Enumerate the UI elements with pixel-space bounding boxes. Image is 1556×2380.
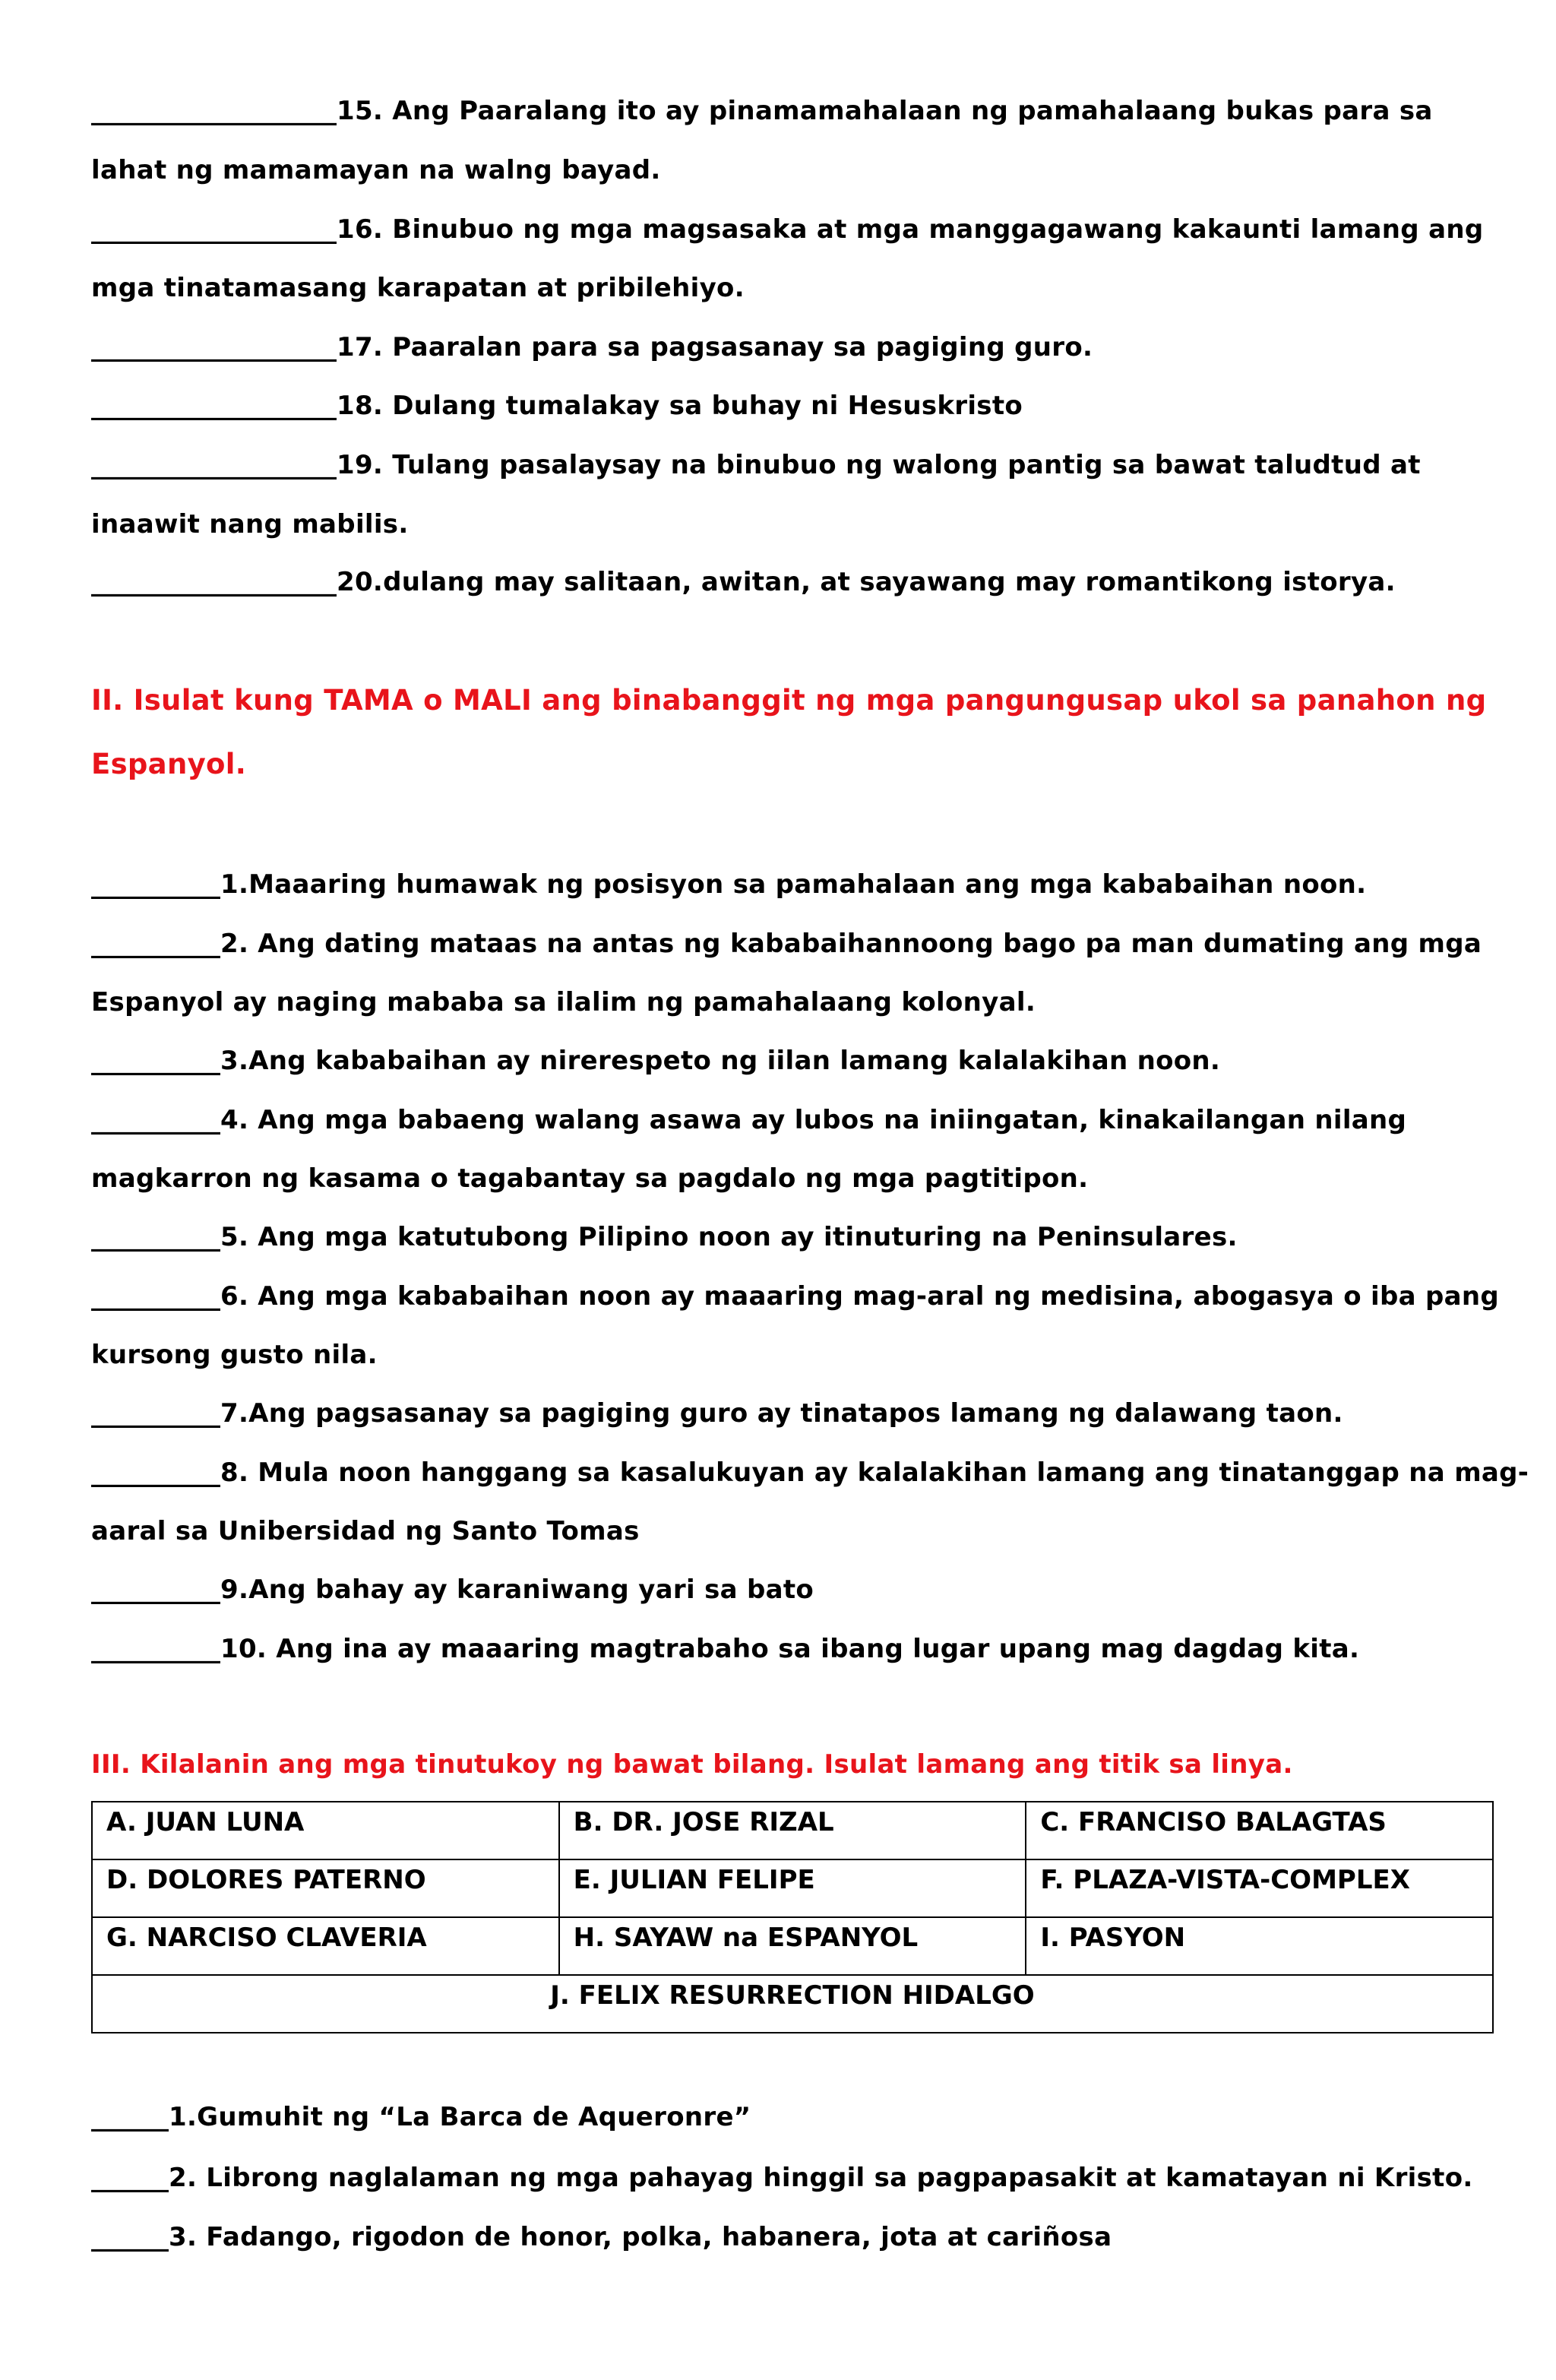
item-text: 3. Fadango, rigodon de honor, polka, habanera, jota at cariñosa <box>169 2222 1112 2252</box>
answer-blank[interactable]: __________ <box>91 1105 220 1135</box>
item-text: 4. Ang mga babaeng walang asawa ay lubos na iniingatan, kinakailangan nilang <box>220 1105 1407 1135</box>
answer-blank[interactable]: __________ <box>91 1398 220 1429</box>
item-text: 6. Ang mga kababaihan noon ay maaaring mag-aral ng medisina, abogasya o iba pang <box>220 1281 1500 1312</box>
answer-blank[interactable]: __________ <box>91 1281 220 1312</box>
item-text: 5. Ang mga katutubong Pilipino noon ay itinuturing na Peninsulares. <box>220 1222 1238 1252</box>
item-16 <box>91 211 1489 248</box>
answer-blank[interactable]: ___________________ <box>91 332 337 362</box>
choice-j: J. FELIX RESURRECTION HIDALGO <box>92 1975 1493 2033</box>
answer-blank[interactable]: __________ <box>91 1046 220 1076</box>
item-text: 1.Maaaring humawak ng posisyon sa pamahalaan ang mga kababaihan noon. <box>220 869 1367 900</box>
item-text: 1.Gumuhit ng “La Barca de Aqueronre” <box>169 2102 751 2132</box>
item-text: 19. Tulang pasalaysay na binubuo ng walong pantig sa bawat taludtud at <box>337 450 1421 480</box>
answer-blank[interactable]: __________ <box>91 1575 220 1605</box>
table-row <box>92 1975 1493 2033</box>
choice-i: I. PASYON <box>1026 1917 1493 1975</box>
item-text: 20.dulang may salitaan, awitan, at sayawang may romantikong istorya. <box>337 567 1396 597</box>
item-text: 2. Ang dating mataas na antas ng kababaihannoong bago pa man dumating ang mga <box>220 929 1482 959</box>
tf-item-9 <box>91 1571 1489 1608</box>
item-18 <box>91 388 1489 424</box>
item-text: 15. Ang Paaralang ito ay pinamamahalaan ng pamahalaang bukas para sa <box>337 96 1433 126</box>
section-3-heading: III. Kilalanin ang mga tinutukoy ng bawat bilang. Isulat lamang ang titik sa linya. <box>91 1749 1293 1780</box>
tf-item-1 <box>91 866 1489 903</box>
item-text: 16. Binubuo ng mga magsasaka at mga manggagawang kakaunti lamang ang <box>337 214 1484 245</box>
item-text: 17. Paaralan para sa pagsasanay sa pagiging guro. <box>337 332 1093 362</box>
tf-item-4 <box>91 1102 1489 1138</box>
answer-blank[interactable]: ___________________ <box>91 567 337 597</box>
item-text: 18. Dulang tumalakay sa buhay ni Hesuskristo <box>337 391 1023 421</box>
tf-item-6-continued: kursong gusto nila. <box>91 1340 378 1370</box>
item-text: 10. Ang ina ay maaaring magtrabaho sa ibang lugar upang mag dagdag kita. <box>220 1634 1360 1664</box>
item-17 <box>91 329 1489 366</box>
tf-item-8 <box>91 1454 1529 1491</box>
tf-item-10 <box>91 1631 1489 1667</box>
answer-blank[interactable]: __________ <box>91 1634 220 1664</box>
item-16-continued: mga tinatamasang karapatan at pribilehiyo. <box>91 273 745 303</box>
item-text: 2. Librong naglalaman ng mga pahayag hinggil sa pagpapasakit at kamatayan ni Kristo. <box>169 2163 1473 2193</box>
answer-blank[interactable]: __________ <box>91 1222 220 1252</box>
item-15-continued: lahat ng mamamayan na walng bayad. <box>91 155 661 185</box>
answer-blank[interactable]: __________ <box>91 929 220 959</box>
item-20 <box>91 564 1489 600</box>
tf-item-3 <box>91 1043 1489 1079</box>
answer-blank[interactable]: ___________________ <box>91 96 337 126</box>
item-19-continued: inaawit nang mabilis. <box>91 509 409 540</box>
choice-b: B. DR. JOSE RIZAL <box>559 1802 1026 1859</box>
id-item-3 <box>91 2219 1489 2255</box>
tf-item-7 <box>91 1395 1489 1432</box>
section-2-heading-continued: Espanyol. <box>91 748 247 780</box>
table-row <box>92 1802 1493 1859</box>
tf-item-2-continued: Espanyol ay naging mababa sa ilalim ng pamahalaang kolonyal. <box>91 987 1036 1018</box>
choice-d: D. DOLORES PATERNO <box>92 1859 559 1917</box>
answer-blank[interactable]: ______ <box>91 2102 169 2132</box>
id-item-1 <box>91 2099 1489 2135</box>
tf-item-2 <box>91 926 1489 962</box>
item-text: 3.Ang kababaihan ay nirerespeto ng iilan lamang kalalakihan noon. <box>220 1046 1221 1076</box>
item-text: 9.Ang bahay ay karaniwang yari sa bato <box>220 1575 814 1605</box>
item-19 <box>91 447 1489 483</box>
answer-blank[interactable]: ___________________ <box>91 391 337 421</box>
choice-e: E. JULIAN FELIPE <box>559 1859 1026 1917</box>
tf-item-8-continued: aaral sa Unibersidad ng Santo Tomas <box>91 1516 640 1546</box>
choice-g: G. NARCISO CLAVERIA <box>92 1917 559 1975</box>
choice-f: F. PLAZA-VISTA-COMPLEX <box>1026 1859 1493 1917</box>
answer-blank[interactable]: ___________________ <box>91 214 337 245</box>
tf-item-4-continued: magkarron ng kasama o tagabantay sa pagdalo ng mga pagtitipon. <box>91 1163 1089 1194</box>
choice-h: H. SAYAW na ESPANYOL <box>559 1917 1026 1975</box>
item-text: 7.Ang pagsasanay sa pagiging guro ay tinatapos lamang ng dalawang taon. <box>220 1398 1343 1429</box>
answer-blank[interactable]: ______ <box>91 2222 169 2252</box>
table-row <box>92 1859 1493 1917</box>
answer-blank[interactable]: ___________________ <box>91 450 337 480</box>
tf-item-6 <box>91 1278 1500 1315</box>
section-2-heading: II. Isulat kung TAMA o MALI ang binabanggit ng mga pangungusap ukol sa panahon ng <box>91 684 1487 717</box>
choice-c: C. FRANCISO BALAGTAS <box>1026 1802 1493 1859</box>
item-text: 8. Mula noon hanggang sa kasalukuyan ay kalalakihan lamang ang tinatanggap na mag- <box>220 1457 1529 1488</box>
table-row <box>92 1917 1493 1975</box>
choice-a: A. JUAN LUNA <box>92 1802 559 1859</box>
answer-blank[interactable]: __________ <box>91 1457 220 1488</box>
answer-blank[interactable]: __________ <box>91 869 220 900</box>
id-item-2 <box>91 2160 1489 2196</box>
choices-table <box>91 1801 1494 2033</box>
tf-item-5 <box>91 1219 1489 1255</box>
answer-blank[interactable]: ______ <box>91 2163 169 2193</box>
item-15 <box>91 93 1489 129</box>
